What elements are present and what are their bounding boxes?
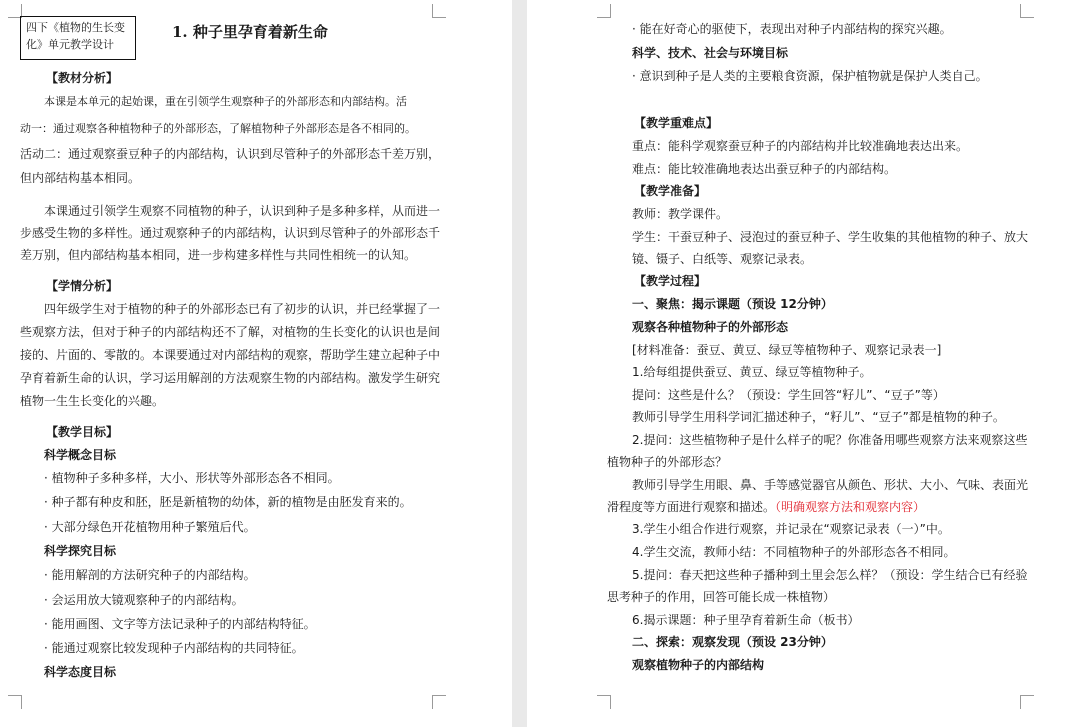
crop-mark-top-right bbox=[432, 4, 446, 18]
paragraph-line: 本课是本单元的起始课，重在引领学生观察种子的外部形态和内部结构。活 bbox=[44, 95, 407, 108]
paragraph-line: 镜、镊子、白纸等、观察记录表。 bbox=[632, 252, 813, 266]
section-heading: 【教学过程】 bbox=[634, 274, 707, 288]
unit-header-box bbox=[20, 16, 136, 60]
subsection-heading: 科学态度目标 bbox=[44, 665, 117, 679]
paragraph-line: 教师：教学课件。 bbox=[632, 207, 729, 221]
list-item: · 大部分绿色开花植物用种子繁殖后代。 bbox=[44, 520, 256, 534]
paragraph-line: 思考种子的作用，回答可能长成一株植物） bbox=[607, 590, 836, 604]
crop-mark-bottom-right bbox=[1020, 695, 1034, 709]
paragraph-text: 滑程度等方面进行观察和描述。 bbox=[607, 500, 776, 514]
paragraph-line: 重点：能科学观察蚕豆种子的内部结构并比较准确地表达出来。 bbox=[632, 139, 969, 153]
paragraph-line: 学生：干蚕豆种子、浸泡过的蚕豆种子、学生收集的其他植物的种子、放大 bbox=[632, 230, 1029, 244]
paragraph-line: 本课通过引领学生观察不同植物的种子，认识到种子是多种多样，从而进一 bbox=[44, 204, 441, 218]
document-title: 1. 种子里孕育着新生命 bbox=[172, 23, 328, 41]
paragraph-line: 2.提问：这些植物种子是什么样子的呢？你准备用哪些观察方法来观察这些 bbox=[632, 433, 1028, 447]
paragraph-line: 教师引导学生用眼、鼻、手等感觉器官从颜色、形状、大小、气味、表面光 bbox=[632, 478, 1029, 492]
paragraph-line: 活动二：通过观察蚕豆种子的内部结构，认识到尽管种子的外部形态千差万别， bbox=[20, 147, 441, 161]
paragraph-line: 提问：这些是什么？（预设：学生回答“籽儿”、“豆子”等） bbox=[632, 388, 945, 402]
paragraph-line: 孕育着新生命的认识，学习运用解剖的方法观察生物的内部结构。激发学生研究 bbox=[20, 371, 441, 385]
paragraph-line: 四年级学生对于植物的种子的外部形态已有了初步的认识，并已经掌握了一 bbox=[44, 302, 441, 316]
crop-mark-top-left bbox=[597, 4, 611, 18]
paragraph-line: 植物种子的外部形态？ bbox=[607, 455, 728, 469]
document-page-right bbox=[527, 0, 1080, 727]
teacher-note-red: （明确观察方法和观察内容） bbox=[775, 500, 926, 514]
paragraph-line: [材料准备：蚕豆、黄豆、绿豆等植物种子、观察记录表一] bbox=[632, 343, 942, 357]
paragraph-line: 步感受生物的多样性。通过观察种子的内部结构，认识到尽管种子的外部形态千 bbox=[20, 226, 441, 240]
document-page-left bbox=[0, 0, 512, 727]
unit-header-line: 四下《植物的生长变 bbox=[26, 21, 125, 34]
unit-header-line: 化》单元教学设计 bbox=[26, 38, 114, 51]
crop-mark-bottom-left bbox=[597, 695, 611, 709]
paragraph-line: 6.揭示课题：种子里孕育着新生命（板书） bbox=[632, 613, 860, 627]
section-heading: 【学情分析】 bbox=[46, 279, 119, 293]
crop-mark-top-right bbox=[1020, 4, 1034, 18]
paragraph-line: 动一：通过观察各种植物种子的外部形态，了解植物种子外部形态是各不相同的。 bbox=[20, 122, 416, 135]
paragraph-line: 4.学生交流，教师小结：不同植物种子的外部形态各不相同。 bbox=[632, 545, 956, 559]
list-item: · 能通过观察比较发现种子内部结构的共同特征。 bbox=[44, 641, 304, 655]
section-heading: 【教学目标】 bbox=[46, 425, 119, 439]
paragraph-line: 3.学生小组合作进行观察，并记录在“观察记录表（一）”中。 bbox=[632, 522, 950, 536]
list-item: · 植物种子多种多样，大小、形状等外部形态各不相同。 bbox=[44, 471, 340, 485]
paragraph-line: 难点：能比较准确地表达出蚕豆种子的内部结构。 bbox=[632, 162, 897, 176]
paragraph-line: 教师引导学生用科学词汇描述种子，“籽儿”、“豆子”都是植物的种子。 bbox=[632, 410, 1005, 424]
crop-mark-bottom-left bbox=[8, 695, 22, 709]
paragraph-line: 些观察方法，但对于种子的内部结构还不了解，对植物的生长变化的认识也是间 bbox=[20, 325, 441, 339]
list-item: · 能用解剖的方法研究种子的内部结构。 bbox=[44, 568, 256, 582]
paragraph-line: 接的、片面的、零散的。本课要通过对内部结构的观察，帮助学生建立起种子中 bbox=[20, 348, 441, 362]
step-heading: 二、探索：观察发现（预设 23分钟） bbox=[632, 635, 833, 649]
subsection-heading: 科学概念目标 bbox=[44, 448, 117, 462]
list-item: · 种子都有种皮和胚，胚是新植物的幼体，新的植物是由胚发育来的。 bbox=[44, 495, 412, 509]
subsection-heading: 科学探究目标 bbox=[44, 544, 117, 558]
list-item: · 意识到种子是人类的主要粮食资源，保护植物就是保护人类自己。 bbox=[632, 69, 988, 83]
paragraph-line: 5.提问：春天把这些种子播种到土里会怎么样？（预设：学生结合已有经验 bbox=[632, 568, 1028, 582]
subsection-heading: 观察各种植物种子的外部形态 bbox=[632, 320, 789, 334]
list-item: · 能在好奇心的驱使下，表现出对种子内部结构的探究兴趣。 bbox=[632, 22, 952, 36]
list-item: · 能用画图、文字等方法记录种子的内部结构特征。 bbox=[44, 617, 316, 631]
paragraph-line: 1.给每组提供蚕豆、黄豆、绿豆等植物种子。 bbox=[632, 365, 872, 379]
list-item: · 会运用放大镜观察种子的内部结构。 bbox=[44, 593, 244, 607]
step-heading: 一、聚焦：揭示课题（预设 12分钟） bbox=[632, 297, 833, 311]
paragraph-line: 但内部结构基本相同。 bbox=[20, 171, 141, 185]
section-heading: 【教学重难点】 bbox=[634, 116, 719, 130]
subsection-heading: 观察植物种子的内部结构 bbox=[632, 658, 765, 672]
paragraph-line bbox=[607, 498, 925, 516]
section-heading: 【教学准备】 bbox=[634, 184, 707, 198]
paragraph-line: 差万别，但内部结构基本相同，进一步构建多样性与共同性相统一的认知。 bbox=[20, 248, 417, 262]
crop-mark-bottom-right bbox=[432, 695, 446, 709]
section-heading: 【教材分析】 bbox=[46, 71, 119, 85]
subsection-heading: 科学、技术、社会与环境目标 bbox=[632, 46, 789, 60]
paragraph-line: 植物一生生长变化的兴趣。 bbox=[20, 394, 165, 408]
